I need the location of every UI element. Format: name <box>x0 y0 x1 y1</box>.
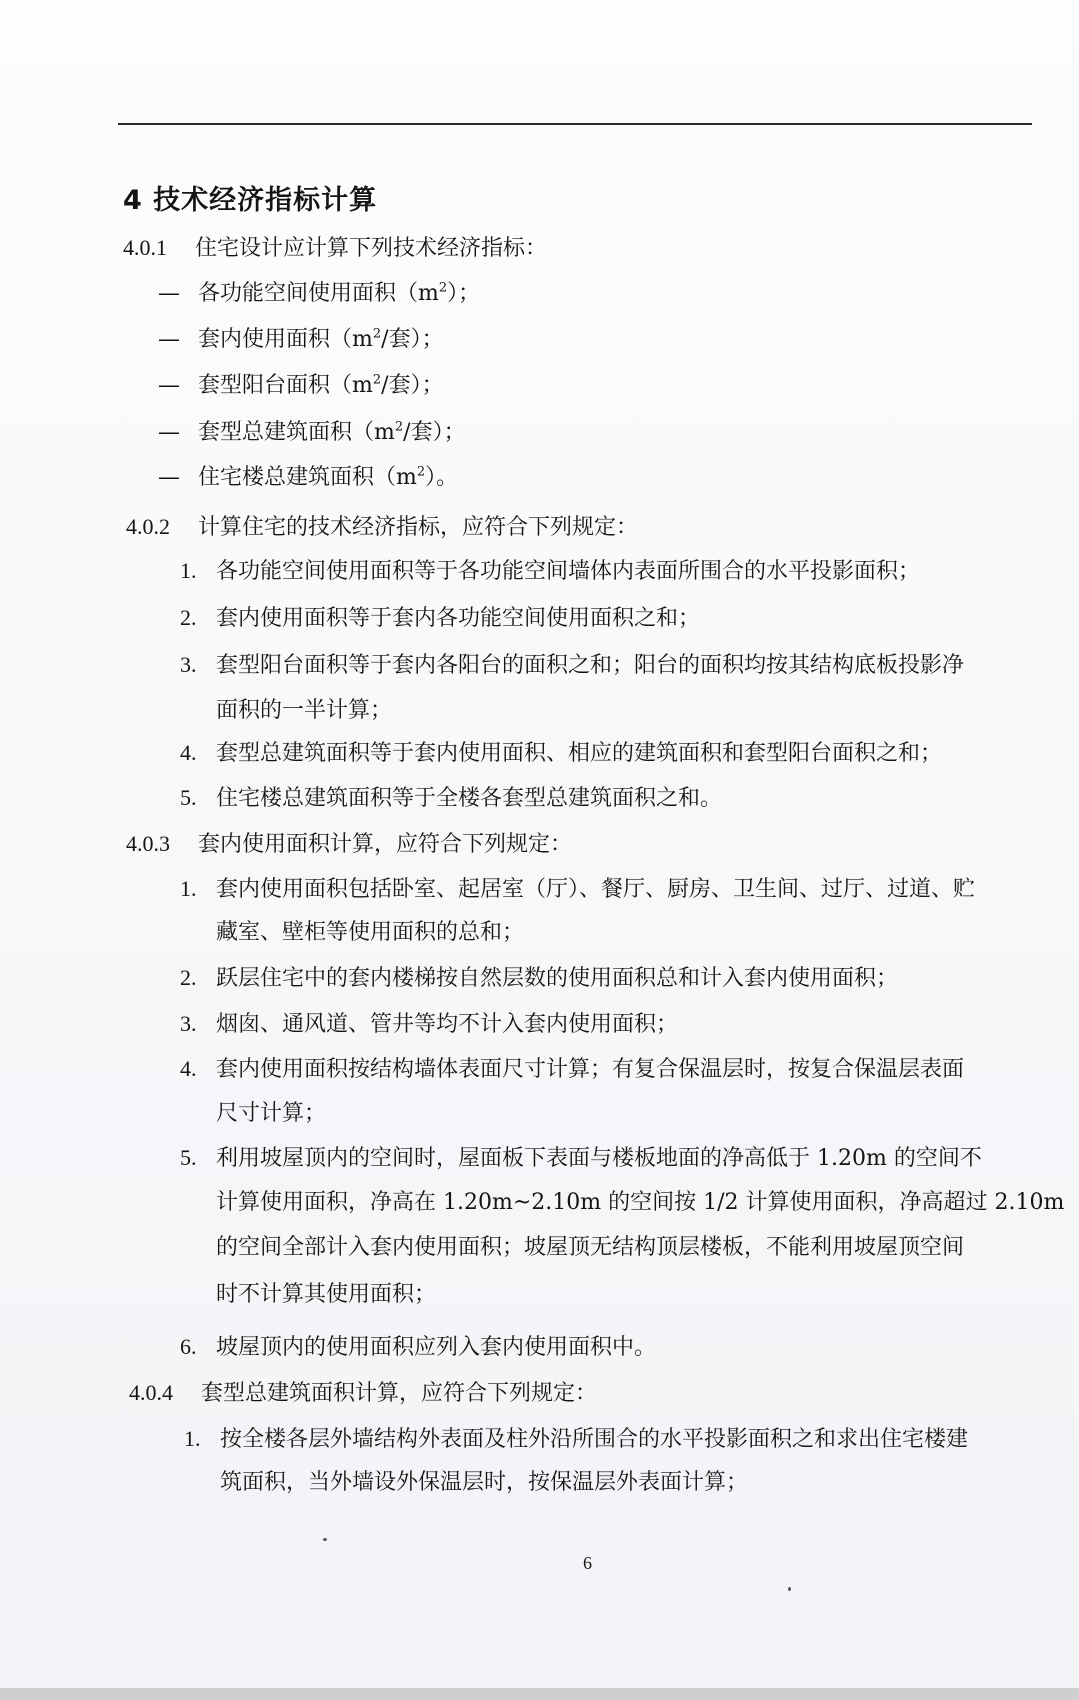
item-dash: — <box>158 281 180 306</box>
item-superscript: 2 <box>438 280 448 296</box>
clause-number: 4.0.4 <box>129 1380 173 1405</box>
item-text: 利用坡屋顶内的空间时，屋面板下表面与楼板地面的净高低于 1.20m 的空间不 <box>216 1146 982 1171</box>
item-text-end: /套）； <box>381 327 444 352</box>
item-number: 1. <box>184 1426 201 1451</box>
item-number: 2. <box>180 605 197 630</box>
item-number: 5. <box>180 785 197 810</box>
item-text: 套内使用面积按结构墙体表面尺寸计算；有复合保温层时，按复合保温层表面 <box>216 1057 965 1082</box>
item-text: 住宅楼总建筑面积（m <box>198 465 417 490</box>
item-text: 坡屋顶内的使用面积应列入套内使用面积中。 <box>216 1335 657 1360</box>
item-text-end: ）。 <box>425 465 459 490</box>
clause-number: 4.0.1 <box>123 235 167 260</box>
item-text: 套型阳台面积（m <box>198 373 373 398</box>
rule-item <box>180 650 964 681</box>
item-superscript: 2 <box>372 372 382 388</box>
rule-item-continuation: 尺寸计算； <box>216 1101 327 1126</box>
item-number: 1. <box>180 558 197 583</box>
rule-item-continuation: 时不计算其使用面积； <box>216 1282 437 1307</box>
indicator-item <box>158 371 444 401</box>
item-text: 按全楼各层外墙结构外表面及柱外沿所围合的水平投影面积之和求出住宅楼建 <box>220 1427 969 1452</box>
indicator-item <box>158 463 458 493</box>
clause-text: 住宅设计应计算下列技术经济指标： <box>195 236 548 261</box>
item-text: 跃层住宅中的套内楼梯按自然层数的使用面积总和计入套内使用面积； <box>216 966 899 991</box>
chapter-title: 4 技术经济指标计算 <box>123 185 378 216</box>
scan-speck <box>323 1538 327 1541</box>
clause-number: 4.0.3 <box>126 831 170 856</box>
item-text: 各功能空间使用面积（m <box>198 281 439 306</box>
item-text-end: ）； <box>447 281 481 306</box>
item-superscript: 2 <box>372 326 382 342</box>
item-text: 套内使用面积等于套内各功能空间使用面积之和； <box>216 606 701 631</box>
rule-item-continuation: 面积的一半计算； <box>216 698 393 723</box>
clause-text: 套内使用面积计算，应符合下列规定： <box>198 832 573 857</box>
rule-item <box>180 1009 678 1040</box>
item-dash: — <box>158 373 180 398</box>
rule-item <box>180 963 898 994</box>
page-number: 6 <box>583 1553 592 1573</box>
indicator-item <box>158 279 480 309</box>
rule-item <box>180 1332 656 1363</box>
rule-item <box>180 1054 964 1085</box>
item-dash: — <box>158 465 180 490</box>
item-text: 套内使用面积包括卧室、起居室（厅）、餐厅、厨房、卫生间、过厅、过道、贮 <box>216 877 976 902</box>
clause-text: 套型总建筑面积计算，应符合下列规定： <box>201 1381 598 1406</box>
item-text: 套型阳台面积等于套内各阳台的面积之和；阳台的面积均按其结构底板投影净 <box>216 653 965 678</box>
indicator-item <box>158 325 444 355</box>
clause-4-0-1 <box>123 233 547 264</box>
item-number: 3. <box>180 652 197 677</box>
item-text: 套内使用面积（m <box>198 327 373 352</box>
item-number: 3. <box>180 1011 197 1036</box>
item-text: 套型总建筑面积等于套内使用面积、相应的建筑面积和套型阳台面积之和； <box>216 741 943 766</box>
item-text: 住宅楼总建筑面积等于全楼各套型总建筑面积之和。 <box>216 786 723 811</box>
rule-item <box>180 738 942 769</box>
rule-item <box>180 603 700 634</box>
rule-item <box>180 556 920 587</box>
indicator-item <box>158 418 466 448</box>
scan-speck <box>788 1587 791 1591</box>
item-superscript: 2 <box>416 464 426 480</box>
item-text-end: /套）； <box>403 420 466 445</box>
clause-4-0-2 <box>126 512 638 543</box>
rule-item-continuation: 藏室、壁柜等使用面积的总和； <box>216 920 525 945</box>
rule-item <box>180 783 722 814</box>
clause-number: 4.0.2 <box>126 514 170 539</box>
clause-4-0-4 <box>129 1378 597 1409</box>
item-dash: — <box>158 420 180 445</box>
scan-bottom-edge <box>0 1688 1079 1700</box>
item-number: 4. <box>180 740 197 765</box>
rule-item-continuation: 计算使用面积，净高在 1.20m~2.10m 的空间按 1/2 计算使用面积，净高超过 2.10m <box>216 1190 1065 1215</box>
clause-text: 计算住宅的技术经济指标，应符合下列规定： <box>198 515 639 540</box>
item-number: 1. <box>180 876 197 901</box>
clause-4-0-3 <box>126 829 572 860</box>
rule-item-continuation: 筑面积，当外墙设外保温层时，按保温层外表面计算； <box>220 1470 749 1495</box>
item-number: 5. <box>180 1145 197 1170</box>
item-number: 4. <box>180 1056 197 1081</box>
item-text: 套型总建筑面积（m <box>198 420 395 445</box>
header-rule <box>118 123 1032 125</box>
item-text-end: /套）； <box>381 373 444 398</box>
rule-item <box>180 874 975 905</box>
rule-item <box>180 1143 982 1174</box>
item-superscript: 2 <box>394 419 404 435</box>
rule-item <box>184 1424 968 1455</box>
item-number: 6. <box>180 1334 197 1359</box>
item-dash: — <box>158 327 180 352</box>
item-text: 各功能空间使用面积等于各功能空间墙体内表面所围合的水平投影面积； <box>216 559 921 584</box>
item-number: 2. <box>180 965 197 990</box>
item-text: 烟囱、通风道、管井等均不计入套内使用面积； <box>216 1012 679 1037</box>
rule-item-continuation: 的空间全部计入套内使用面积；坡屋顶无结构顶层楼板，不能利用坡屋顶空间 <box>216 1235 965 1260</box>
